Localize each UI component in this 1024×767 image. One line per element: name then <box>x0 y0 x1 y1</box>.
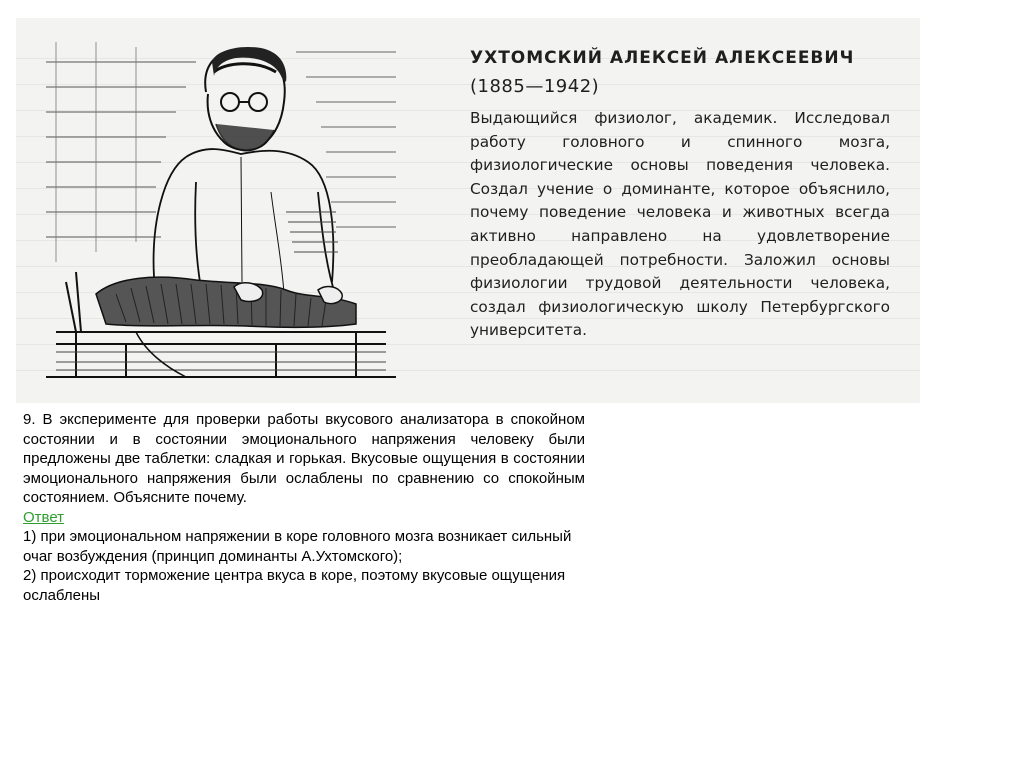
biography-block <box>470 48 890 343</box>
task-question: 9. В эксперименте для проверки работы вкусового анализатора в спокойном состоянии и в состоянии эмоционального напряжения человеку были предложены две таблетки: сладкая и горькая. Вкусовые ощущения в состоянии эмоционального напряжения были ослаблены по сравнению со спокойным состоянием. Объясните почему. <box>23 411 585 506</box>
task-block <box>23 410 585 605</box>
biography-years: (1885—1942) <box>470 76 600 97</box>
biography-name: УХТОМСКИЙ АЛЕКСЕЙ АЛЕКСЕЕВИЧ <box>470 48 855 68</box>
textbook-scan <box>16 18 920 403</box>
answer-link[interactable]: Ответ <box>23 508 65 526</box>
biography-text: Выдающийся физиолог, академик. Исследовал работу головного и спинного мозга, физиологические основы поведения человека. Создал учение о доминанте, которое объяснило, почему поведение человека и животных всегда активно направлено на удовлетворение преобладающей потребности. Заложил основы физиологии трудовой деятельности человека, создал физиологическую школу Петербургского университета. <box>470 109 890 340</box>
answer-item-1: 1) при эмоциональном напряжении в коре головного мозга возникает сильный очаг возбуждения (принцип доминанты А.Ухтомского); <box>23 528 572 565</box>
answer-item-2: 2) происходит торможение центра вкуса в коре, поэтому вкусовые ощущения ослаблены <box>23 567 566 604</box>
ukhtomsky-portrait-illustration <box>36 32 406 392</box>
